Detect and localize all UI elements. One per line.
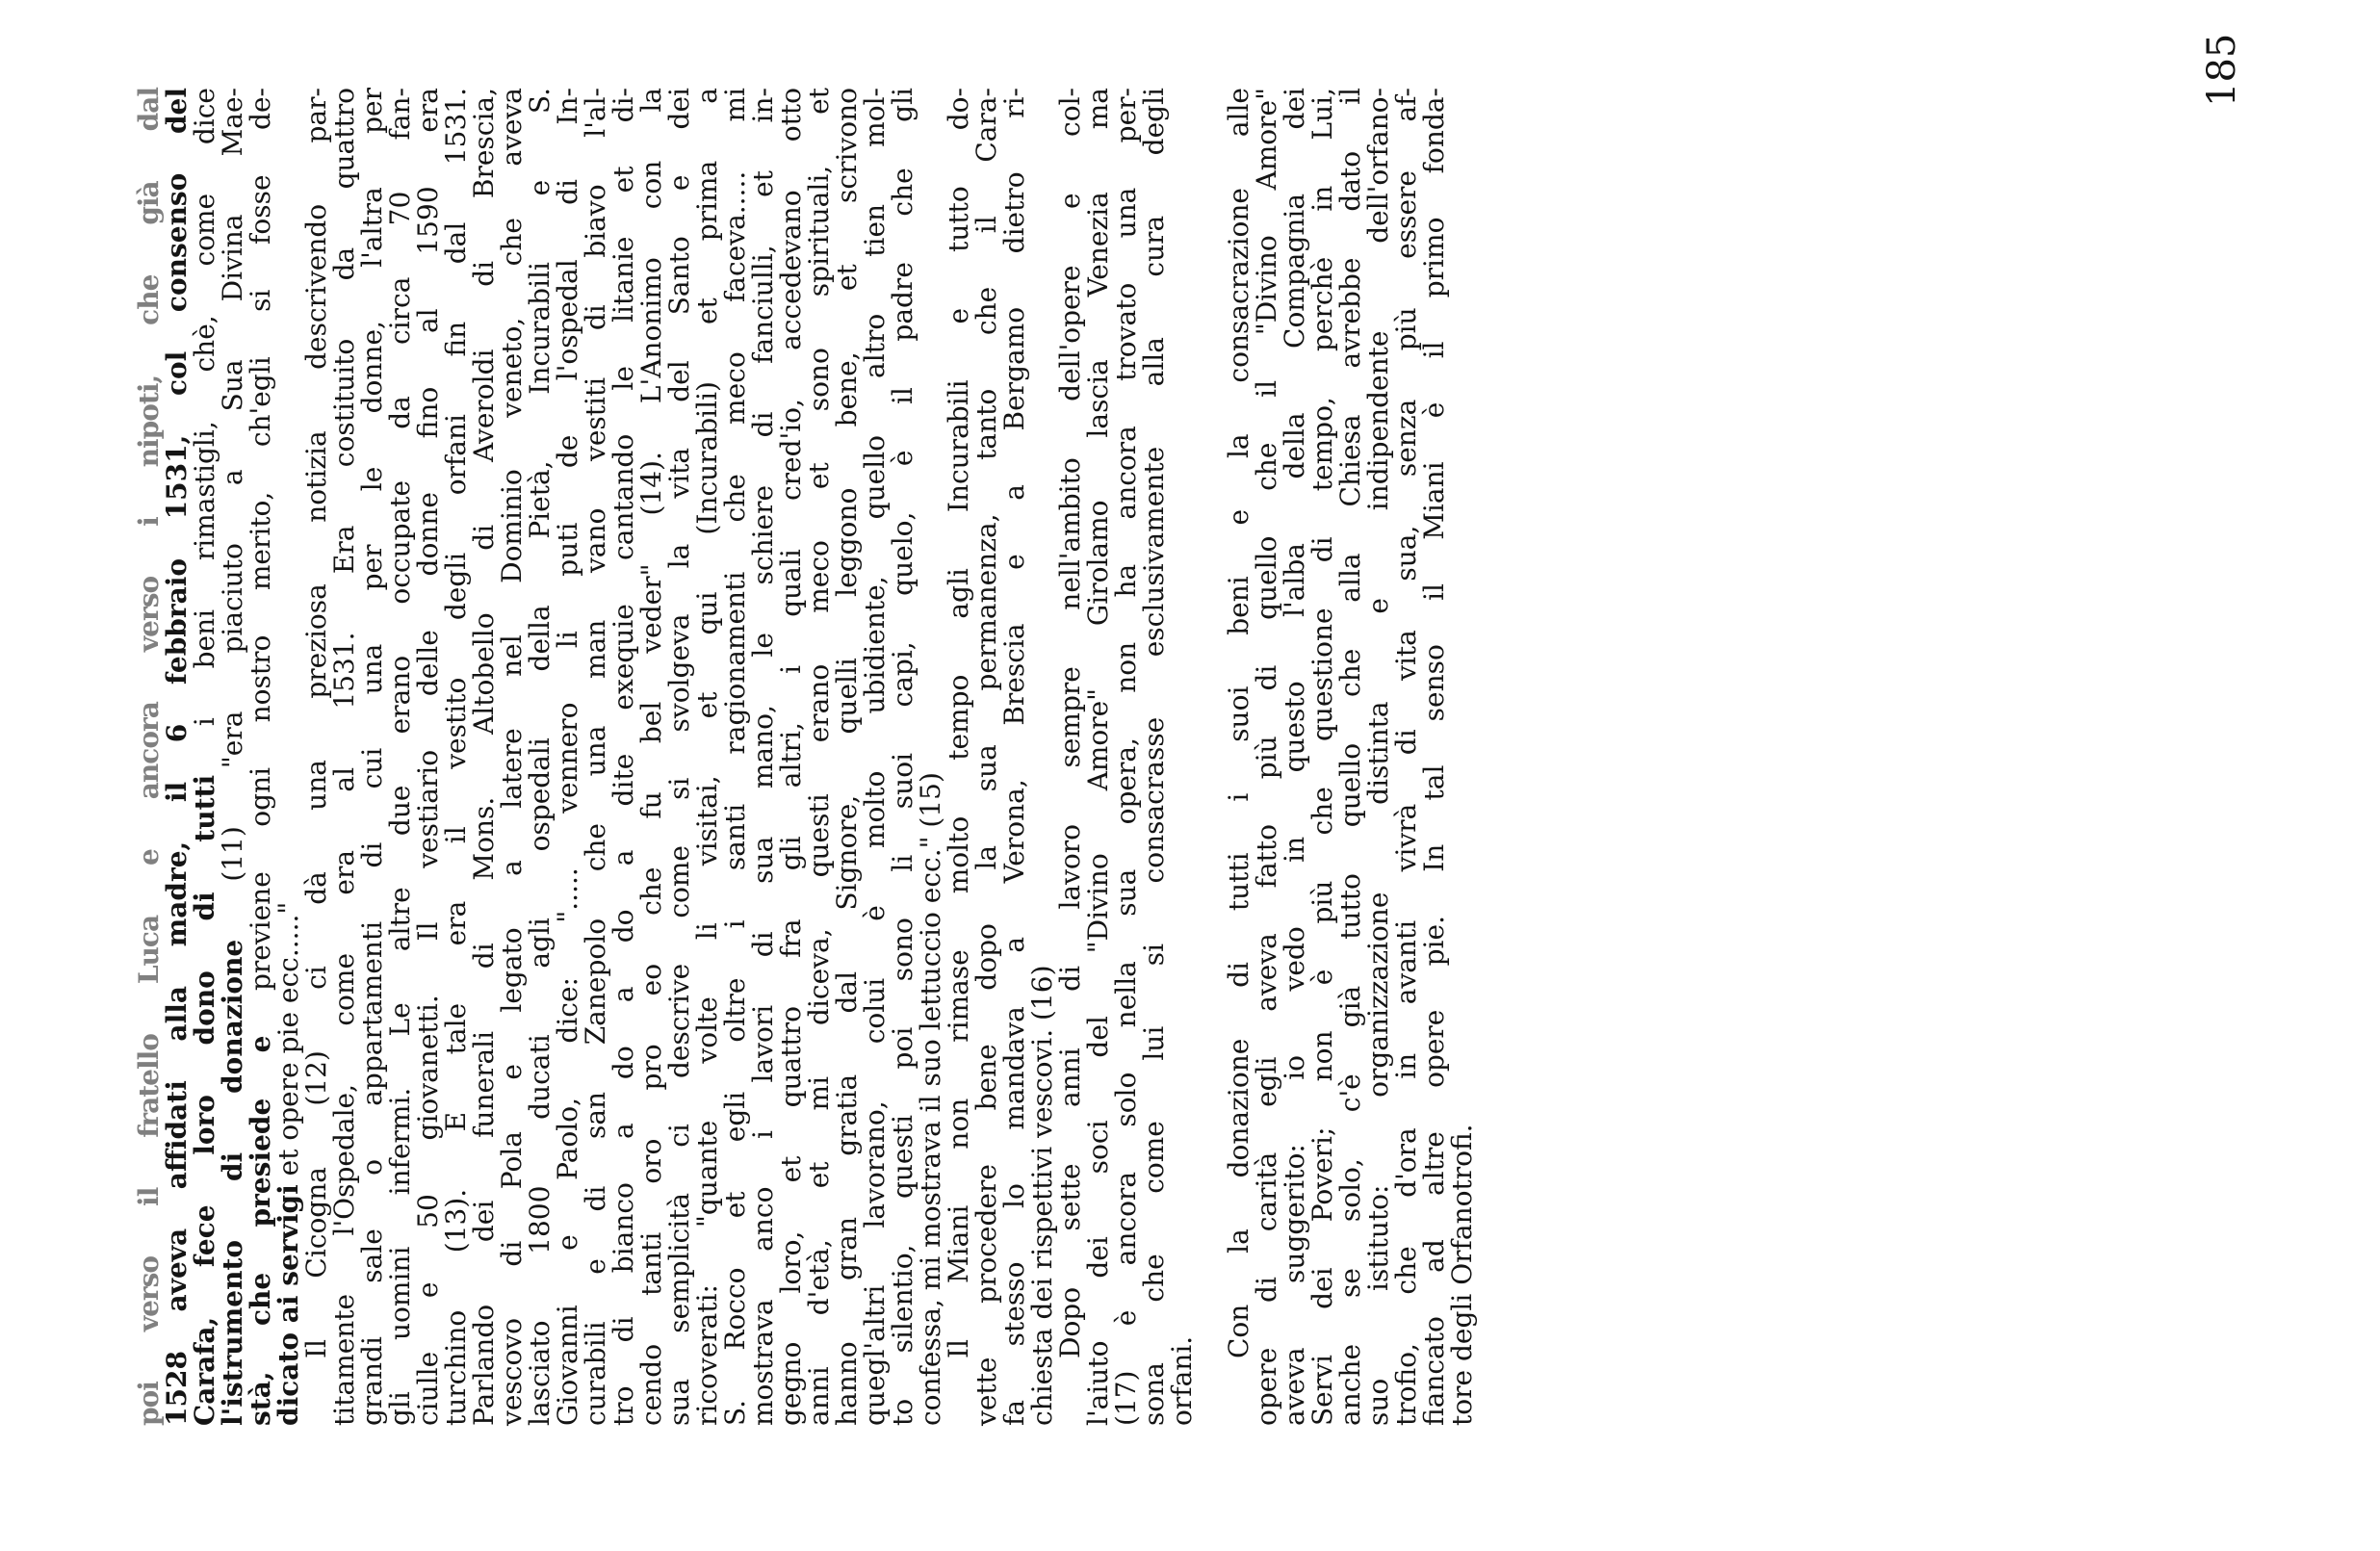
text-line: curabili e di san Zanepolo che una man vano vestiti di biavo l'al-: [580, 88, 611, 1426]
bold-text: Carafa, fece loro dono di tutti: [189, 774, 220, 1426]
text-line: titamente l'Ospedale, come era al 1531. Era costituito da quattro: [328, 88, 360, 1426]
text-column: [135, 88, 1476, 1426]
text-line: [274, 88, 302, 1426]
text-line: fiancato ad altre opere pie. In tal senso il Miani è il primo fonda-: [1418, 88, 1450, 1426]
text-line: chiesta dei rispettivi vescovi. (16): [1026, 965, 1058, 1426]
text-line: (17) è ancora solo nella sua opera, non ha ancora trovato una per-: [1110, 88, 1142, 1426]
text-line: S. Rocco et egli oltre i santi ragionamenti che meco faceva..... mi: [719, 88, 751, 1426]
text-line: opere di carità egli aveva fatto più di quello che il "Divino Amore": [1251, 88, 1282, 1426]
text-line: Il Miani non rimase molto tempo agli Incurabili e tutto do-: [943, 88, 974, 1358]
text-line: tore degli Orfanotrofi.: [1446, 1124, 1478, 1426]
text-line: hanno gran gratia dal Signore, quelli leggono bene, et scrivono: [831, 88, 863, 1426]
text-line: fa stesso lo mandava a Verona, Brescia e a Bergamo dietro ri-: [998, 88, 1030, 1426]
paragraph-gap: [1196, 88, 1225, 1426]
text-line: l'aiuto dei soci del "Divino Amore" Girolamo lascia Venezia ma: [1082, 88, 1114, 1426]
text-line: tro di bianco a do a do a dite exequie cantando le litanie et di-: [608, 88, 639, 1426]
text-line: grandi sale o appartamenti di cui una per le donne, l'altra per: [356, 88, 388, 1426]
text-line: poi verso il fratello Luca e ancora verso i nipoti, che già dal: [133, 88, 165, 1426]
text-line: ricoverati: "quante volte li visitai, et qui (Incurabili) et prima a: [691, 88, 723, 1426]
bold-text: stà, che presiede e: [245, 1035, 276, 1426]
text-line: vescovo di Pola e legato a latere nel Dominio veneto, che aveva: [496, 88, 528, 1426]
text-line: turchino (13). E tale era il vestito degli orfani fin dal 1531.: [440, 88, 472, 1426]
plain-text: previene ogni nostro merito, ch'egli si fosse de-: [245, 88, 276, 1036]
text-line: quegl'altri lavorano, colui è molto ubidiente, quello altro tien mol-: [859, 88, 891, 1426]
text-line: anche se solo, c'è già tutto quello che alla Chiesa avrebbe dato il: [1334, 88, 1366, 1426]
text-line: [163, 88, 191, 1426]
bold-text: dicato ai servigi: [272, 1184, 304, 1426]
text-line: orfani.: [1166, 1335, 1198, 1426]
bold-text: l'istrumento di donazione: [217, 939, 248, 1426]
plain-text: i beni rimastigli, chè, come dice: [189, 88, 220, 775]
bold-text: 1528 aveva affidati alla madre, il 6 febbraio 1531, col consenso del: [161, 88, 193, 1426]
text-line: lasciato 1800 ducati agli ospedali della Pietà, Incurabili e S.: [524, 88, 556, 1426]
text-line: Dopo sette anni di lavoro sempre nell'ambito dell'opere e col-: [1054, 88, 1086, 1358]
plain-text: et opere pie ecc.....": [272, 901, 304, 1185]
text-line: Il Cicogna (12) ci dà una preziosa notizia descrivendo par-: [300, 88, 332, 1358]
text-line: to silentio, questi poi sono li suoi capi, quelo, è il padre che gli: [887, 88, 918, 1426]
page-number: 185: [2200, 33, 2244, 107]
text-line: cendo tanti oro pro eo che fu bel veder" (14). L'Anonimo con la: [635, 88, 667, 1426]
text-line: Con la donazione di tutti i suoi beni e la consacrazione alle: [1223, 88, 1255, 1358]
text-line: vette procedere bene dopo la sua permanenza, tanto che il Cara-: [970, 88, 1002, 1426]
text-line: aveva suggerito: io vedo in questo l'alba della Compagnia dei: [1279, 88, 1310, 1426]
text-line: suo istituto: organizzazione distinta e indipendente dell'orfano-: [1362, 88, 1394, 1426]
plain-text: (11) "era piaciuto a Sua Divina Mae-: [217, 88, 248, 940]
text-line: mostrava anco i lavori di sua mano, le schiere di fanciulli, et in-: [747, 88, 779, 1426]
text-line: trofio, che d'ora in avanti vivrà di vita sua, senza più essere af-: [1390, 88, 1422, 1426]
text-line: [219, 88, 246, 1426]
text-line: gli uomini infermi. Le altre due erano occupate da circa 70 fan-: [384, 88, 416, 1426]
text-line: anni d'età, et mi diceva, questi erano meco et sono spirituali, et: [803, 88, 835, 1426]
text-line: sona che come lui si consacrasse esclusivamente alla cura degli: [1138, 88, 1170, 1426]
text-line: sua semplicità ci descrive come si svolgeva la vita del Santo e dei: [663, 88, 695, 1426]
text-line: Giovanni e Paolo, dice: "..... vennero li puti de l'ospedal di In-: [552, 88, 583, 1426]
text-line: [246, 88, 274, 1426]
text-line: Servi dei Poveri; non è più che questione di tempo, perchè in Lui,: [1306, 88, 1338, 1426]
text-line: confessa, mi mostrava il suo lettuccio ecc." (15): [915, 772, 946, 1426]
text-line: gegno loro, et quattro fra gli altri, i quali cred'io, accedevano otto: [775, 88, 807, 1426]
text-line: Parlando dei funerali di Mons. Altobello di Averoldi di Brescia,: [468, 88, 500, 1426]
text-line: [191, 88, 219, 1426]
text-line: ciulle e 50 giovanetti. Il vestiario delle donne fino al 1590 era: [412, 88, 444, 1426]
